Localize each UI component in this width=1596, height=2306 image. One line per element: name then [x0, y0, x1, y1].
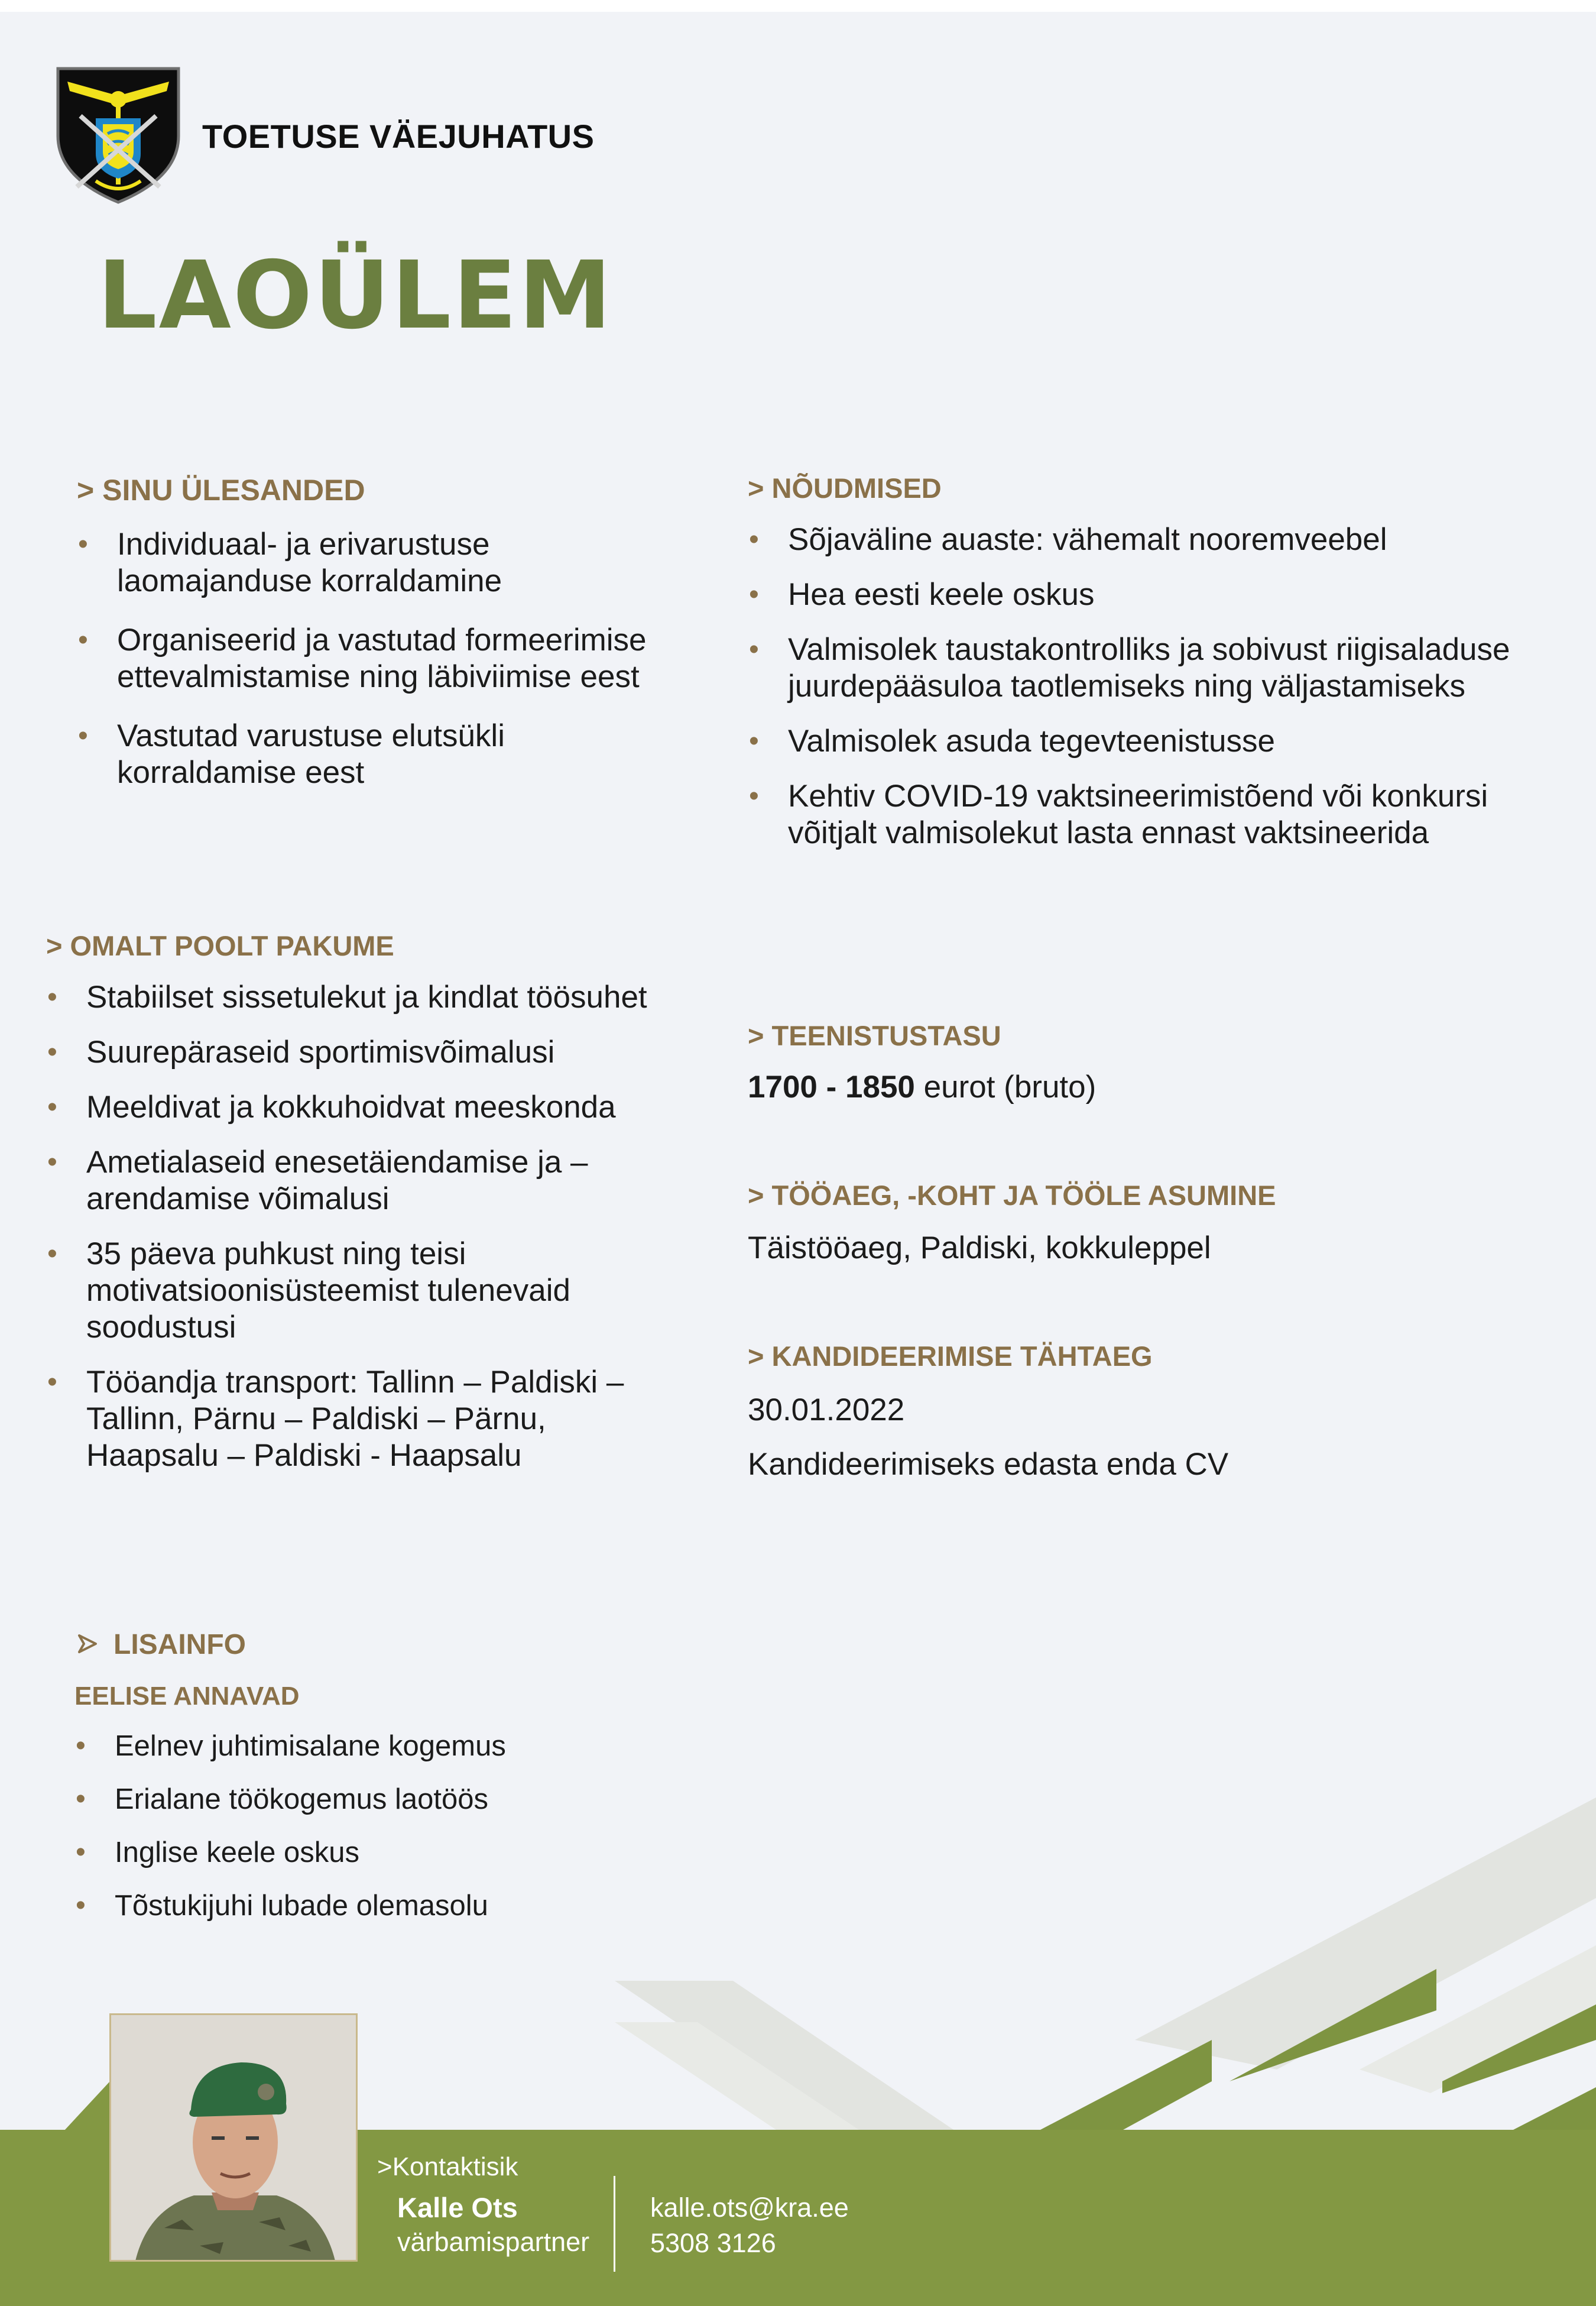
- deadline-heading: > KANDIDEERIMISE TÄHTAEG: [748, 1340, 1153, 1372]
- list-item: • Vastutad varustuse elutsükli korraldamise eest: [78, 718, 505, 790]
- bullet-icon: •: [749, 579, 759, 610]
- list-item: • Kehtiv COVID-19 vaktsineerimistõend või konkursi võitjalt valmisolekut lasta ennast vaktsineerida: [749, 779, 1488, 850]
- list-item: • Eelnev juhtimisalane kogemus: [74, 1728, 666, 1764]
- org-name: TOETUSE VÄEJUHATUS: [202, 118, 595, 155]
- coat-of-arms-logo: [54, 65, 182, 205]
- bullet-icon: •: [749, 780, 759, 812]
- salary-heading: > TEENISTUSTASU: [748, 1020, 1001, 1051]
- list-item: • Inglise keele oskus: [74, 1834, 666, 1871]
- list-item: • Tõstukijuhi lubade olemasolu: [74, 1887, 666, 1924]
- bullet-icon: •: [47, 1238, 57, 1269]
- worktime-text: Täistööaeg, Paldiski, kokkuleppel: [748, 1230, 1211, 1265]
- bullet-icon: •: [749, 726, 759, 757]
- salary-amount: 1700 - 1850: [748, 1070, 915, 1105]
- bullet-icon: •: [47, 1037, 57, 1068]
- bullet-icon: •: [47, 1146, 57, 1178]
- list-item: • Suurepäraseid sportimisvõimalusi: [47, 1035, 555, 1070]
- extra-heading: LISAINFO: [113, 1629, 246, 1660]
- bullet-icon: •: [47, 1366, 57, 1398]
- contact-role: värbamispartner: [397, 2227, 590, 2257]
- contact-portrait-image: [111, 2015, 358, 2262]
- top-band: [0, 0, 1596, 12]
- list-item: • Hea eesti keele oskus: [749, 577, 1095, 612]
- list-item: • Meeldivat ja kokkuhoidvat meeskonda: [47, 1090, 616, 1125]
- contact-label: >Kontaktisik: [377, 2152, 518, 2181]
- requirements-list: [748, 522, 1552, 851]
- arrow-right-icon: [76, 1632, 99, 1656]
- list-item: • Individuaal- ja erivarustuse laomajanduse korraldamine: [78, 527, 502, 598]
- list-item: • Stabiilset sissetulekut ja kindlat töösuhet: [47, 980, 647, 1015]
- offer-heading: > OMALT POOLT PAKUME: [46, 930, 394, 961]
- bullet-icon: •: [78, 624, 88, 656]
- list-item: • Valmisolek asuda tegevteenistusse: [749, 724, 1275, 759]
- bullet-icon: •: [47, 1092, 57, 1123]
- bullet-icon: •: [76, 1783, 86, 1815]
- contact-name: Kalle Ots: [397, 2192, 518, 2223]
- bullet-icon: •: [749, 524, 759, 555]
- deadline-note: Kandideerimiseks edasta enda CV: [748, 1447, 1229, 1482]
- tasks-list: [77, 526, 692, 791]
- offer-list: [46, 979, 679, 1474]
- bullet-icon: •: [78, 529, 88, 560]
- bullet-icon: •: [47, 982, 57, 1013]
- requirements-heading: > NÕUDMISED: [748, 472, 942, 504]
- worktime-heading: > TÖÖAEG, -KOHT JA TÖÖLE ASUMINE: [748, 1180, 1276, 1211]
- list-item: • Erialane töökogemus laotöös: [74, 1781, 666, 1818]
- bullet-icon: •: [76, 1730, 86, 1761]
- bullet-icon: •: [78, 720, 88, 752]
- list-item: • Valmisolek taustakontrolliks ja sobivust riigisaladuse juurdepääsuloa taotlemiseks ning väljastamiseks: [749, 632, 1510, 704]
- extra-subheading: EELISE ANNAVAD: [74, 1682, 300, 1711]
- job-title: LAOÜLEM: [98, 241, 614, 350]
- tasks-heading: > SINU ÜLESANDED: [77, 474, 365, 507]
- contact-phone: 5308 3126: [650, 2228, 776, 2258]
- salary-unit: eurot (bruto): [914, 1070, 1097, 1105]
- deadline-date: 30.01.2022: [748, 1392, 905, 1427]
- contact-email-link[interactable]: kalle.ots@kra.ee: [650, 2192, 849, 2223]
- contact-divider: [614, 2176, 615, 2272]
- contact-photo: [109, 2013, 358, 2262]
- list-item: • Sõjaväline auaste: vähemalt nooremveebel: [749, 522, 1387, 557]
- list-item: • Tööandja transport: Tallinn – Paldiski – Tallinn, Pärnu – Paldiski – Pärnu, Haapsalu – Paldiski - Haapsalu: [47, 1365, 624, 1473]
- bullet-icon: •: [76, 1890, 86, 1921]
- list-item: • 35 päeva puhkust ning teisi motivatsioonisüsteemist tulenevaid soodustusi: [47, 1236, 570, 1345]
- list-item: • Organiseerid ja vastutad formeerimise ettevalmistamise ning läbiviimise eest: [78, 623, 647, 694]
- salary-text: [748, 1069, 1096, 1105]
- bullet-icon: •: [749, 634, 759, 665]
- bullet-icon: •: [76, 1837, 86, 1868]
- list-item: • Ametialaseid enesetäiendamise ja –arendamise võimalusi: [47, 1145, 588, 1216]
